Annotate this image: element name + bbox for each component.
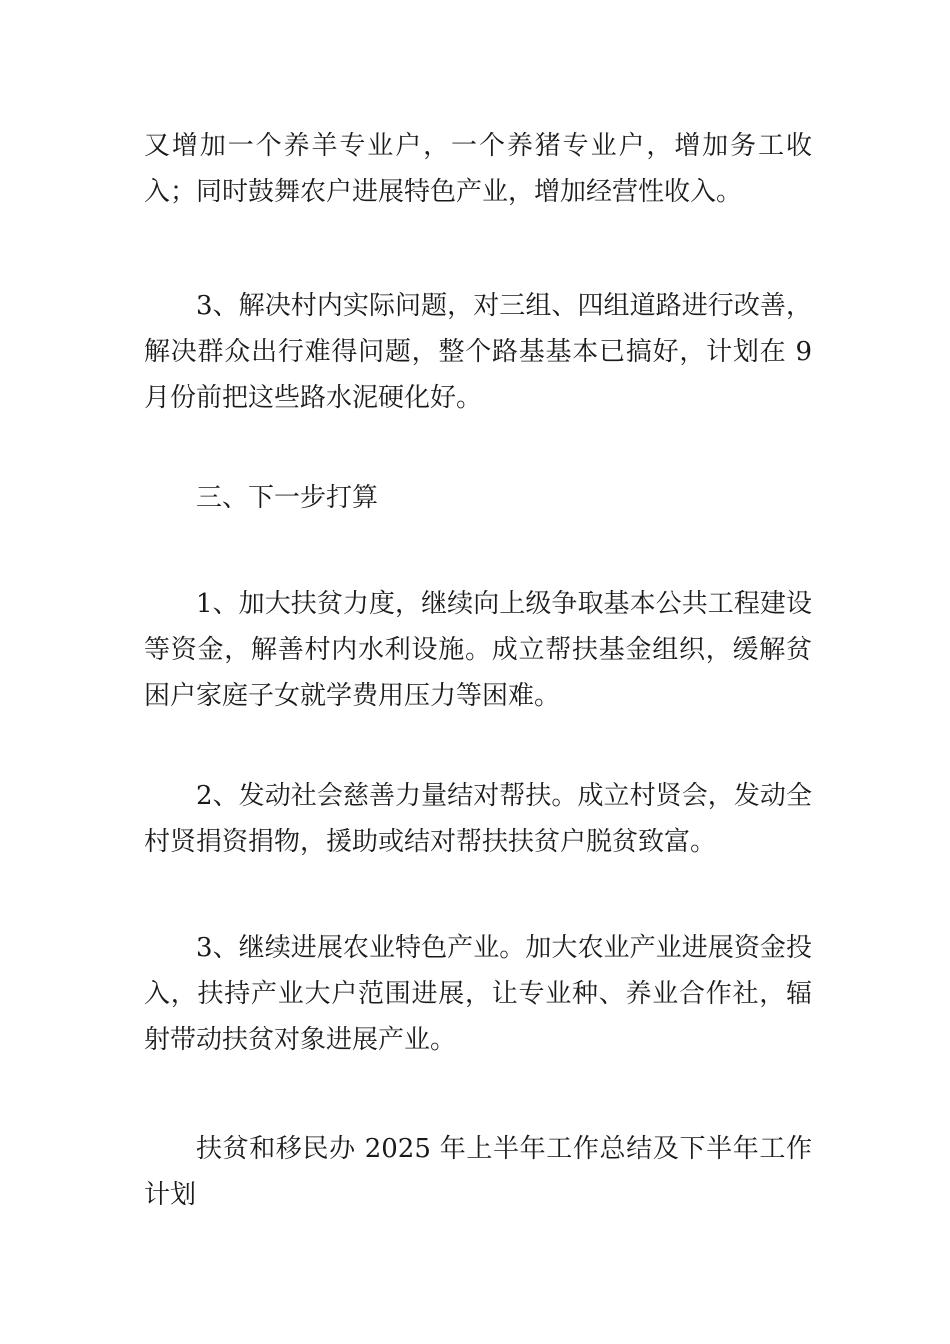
document-title: 扶贫和移民办 2025 年上半年工作总结及下半年工作计划 [144, 1134, 812, 1210]
paragraph-plan-item-1: 1、加大扶贫力度，继续向上级争取基本公共工程建设等资金，解善村内水利设施。成立帮扶基金组织，缓解贫困户家庭子女就学费用压力等困难。 [144, 589, 812, 711]
paragraph-item-3-road-improvement: 3、解决村内实际问题，对三组、四组道路进行改善，解决群众出行难得问题，整个路基基本已搞好，计划在 9 月份前把这些路水泥硬化好。 [144, 291, 812, 413]
section-heading-next-steps: 三、下一步打算 [196, 483, 379, 513]
paragraph-plan-item-3: 3、继续进展农业特色产业。加大农业产业进展资金投入，扶持产业大户范围进展，让专业种、养业合作社，辐射带动扶贫对象进展产业。 [144, 933, 812, 1055]
paragraph-plan-item-2: 2、发动社会慈善力量结对帮扶。成立村贤会，发动全村贤捐资捐物，援助或结对帮扶扶贫户脱贫致富。 [144, 781, 812, 857]
paragraph-continuation: 又增加一个养羊专业户，一个养猪专业户，增加务工收入；同时鼓舞农户进展特色产业，增加经营性收入。 [144, 131, 812, 207]
